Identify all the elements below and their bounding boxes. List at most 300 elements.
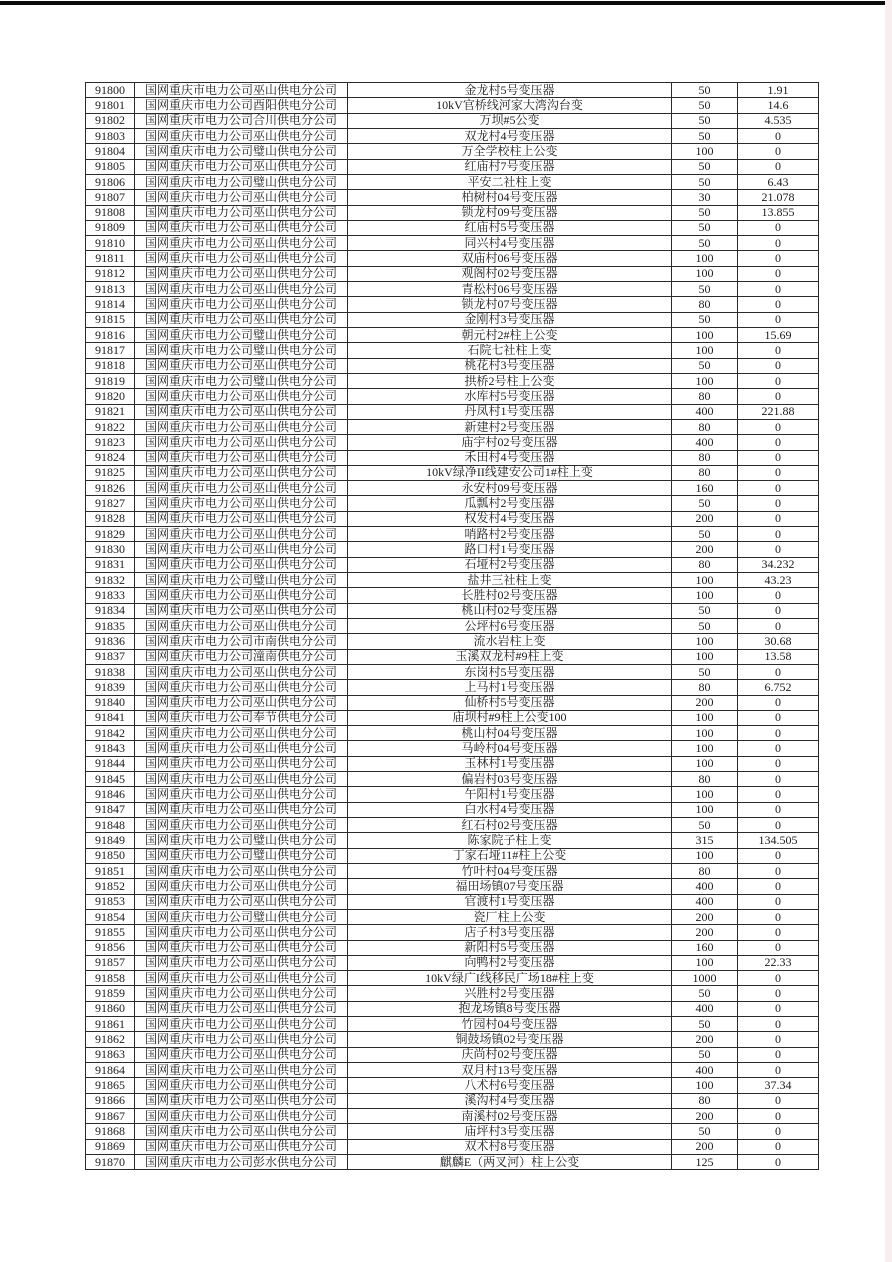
capacity-cell: 50 bbox=[672, 618, 738, 633]
table-row bbox=[86, 802, 819, 817]
capacity-cell: 315 bbox=[672, 833, 738, 848]
table-row bbox=[86, 373, 819, 388]
value-cell: 0 bbox=[738, 1093, 819, 1108]
device-name-cell: 双术村8号变压器 bbox=[348, 1139, 672, 1154]
company-cell: 国网重庆市电力公司巫山供电分公司 bbox=[135, 986, 348, 1001]
company-cell: 国网重庆市电力公司巫山供电分公司 bbox=[135, 1017, 348, 1032]
device-name-cell: 平安二社柱上变 bbox=[348, 174, 672, 189]
capacity-cell: 50 bbox=[672, 128, 738, 143]
company-cell: 国网重庆市电力公司巫山供电分公司 bbox=[135, 83, 348, 98]
company-cell: 国网重庆市电力公司巫山供电分公司 bbox=[135, 925, 348, 940]
table-row bbox=[86, 83, 819, 98]
capacity-cell: 50 bbox=[672, 603, 738, 618]
value-cell: 0 bbox=[738, 542, 819, 557]
row-id-cell: 91861 bbox=[86, 1017, 135, 1032]
device-name-cell: 公坪村6号变压器 bbox=[348, 618, 672, 633]
row-id-cell: 91844 bbox=[86, 756, 135, 771]
value-cell: 15.69 bbox=[738, 328, 819, 343]
table-row bbox=[86, 986, 819, 1001]
device-name-cell: 金刚村3号变压器 bbox=[348, 312, 672, 327]
row-id-cell: 91867 bbox=[86, 1108, 135, 1123]
value-cell: 21.078 bbox=[738, 190, 819, 205]
company-cell: 国网重庆市电力公司巫山供电分公司 bbox=[135, 618, 348, 633]
company-cell: 国网重庆市电力公司巫山供电分公司 bbox=[135, 511, 348, 526]
company-cell: 国网重庆市电力公司巫山供电分公司 bbox=[135, 664, 348, 679]
value-cell: 0 bbox=[738, 159, 819, 174]
company-cell: 国网重庆市电力公司奉节供电分公司 bbox=[135, 710, 348, 725]
table-row bbox=[86, 833, 819, 848]
device-name-cell: 兴胜村2号变压器 bbox=[348, 986, 672, 1001]
company-cell: 国网重庆市电力公司巫山供电分公司 bbox=[135, 955, 348, 970]
device-name-cell: 陈家院子柱上变 bbox=[348, 833, 672, 848]
value-cell: 0 bbox=[738, 373, 819, 388]
company-cell: 国网重庆市电力公司巫山供电分公司 bbox=[135, 1001, 348, 1016]
company-cell: 国网重庆市电力公司巫山供电分公司 bbox=[135, 695, 348, 710]
capacity-cell: 400 bbox=[672, 435, 738, 450]
company-cell: 国网重庆市电力公司巫山供电分公司 bbox=[135, 756, 348, 771]
capacity-cell: 50 bbox=[672, 282, 738, 297]
row-id-cell: 91814 bbox=[86, 297, 135, 312]
table-row bbox=[86, 848, 819, 863]
table-row bbox=[86, 649, 819, 664]
row-id-cell: 91848 bbox=[86, 818, 135, 833]
capacity-cell: 200 bbox=[672, 1108, 738, 1123]
value-cell: 0 bbox=[738, 465, 819, 480]
value-cell: 0 bbox=[738, 1032, 819, 1047]
value-cell: 0 bbox=[738, 343, 819, 358]
value-cell: 34.232 bbox=[738, 557, 819, 572]
row-id-cell: 91859 bbox=[86, 986, 135, 1001]
value-cell: 0 bbox=[738, 511, 819, 526]
capacity-cell: 80 bbox=[672, 465, 738, 480]
row-id-cell: 91855 bbox=[86, 925, 135, 940]
capacity-cell: 400 bbox=[672, 894, 738, 909]
device-name-cell: 午阳村1号变压器 bbox=[348, 787, 672, 802]
device-name-cell: 铜鼓场镇02号变压器 bbox=[348, 1032, 672, 1047]
capacity-cell: 80 bbox=[672, 1093, 738, 1108]
table-row bbox=[86, 726, 819, 741]
value-cell: 0 bbox=[738, 603, 819, 618]
capacity-cell: 100 bbox=[672, 955, 738, 970]
row-id-cell: 91803 bbox=[86, 128, 135, 143]
table-row bbox=[86, 220, 819, 235]
value-cell: 0 bbox=[738, 1017, 819, 1032]
table-row bbox=[86, 343, 819, 358]
capacity-cell: 160 bbox=[672, 940, 738, 955]
company-cell: 国网重庆市电力公司巫山供电分公司 bbox=[135, 282, 348, 297]
row-id-cell: 91813 bbox=[86, 282, 135, 297]
value-cell: 0 bbox=[738, 312, 819, 327]
capacity-cell: 50 bbox=[672, 83, 738, 98]
device-name-cell: 南溪村02号变压器 bbox=[348, 1108, 672, 1123]
company-cell: 国网重庆市电力公司巫山供电分公司 bbox=[135, 481, 348, 496]
capacity-cell: 80 bbox=[672, 419, 738, 434]
value-cell: 0 bbox=[738, 726, 819, 741]
company-cell: 国网重庆市电力公司璧山供电分公司 bbox=[135, 909, 348, 924]
capacity-cell: 100 bbox=[672, 634, 738, 649]
table-row bbox=[86, 1017, 819, 1032]
row-id-cell: 91824 bbox=[86, 450, 135, 465]
table-row bbox=[86, 1001, 819, 1016]
capacity-cell: 200 bbox=[672, 511, 738, 526]
transformer-table-body bbox=[86, 83, 819, 1170]
company-cell: 国网重庆市电力公司巫山供电分公司 bbox=[135, 741, 348, 756]
value-cell: 0 bbox=[738, 435, 819, 450]
capacity-cell: 1000 bbox=[672, 971, 738, 986]
table-row bbox=[86, 756, 819, 771]
row-id-cell: 91807 bbox=[86, 190, 135, 205]
row-id-cell: 91835 bbox=[86, 618, 135, 633]
device-name-cell: 抱龙场镇8号变压器 bbox=[348, 1001, 672, 1016]
device-name-cell: 石院七社柱上变 bbox=[348, 343, 672, 358]
device-name-cell: 双月村13号变压器 bbox=[348, 1063, 672, 1078]
company-cell: 国网重庆市电力公司巫山供电分公司 bbox=[135, 894, 348, 909]
row-id-cell: 91851 bbox=[86, 863, 135, 878]
table-row bbox=[86, 404, 819, 419]
capacity-cell: 50 bbox=[672, 113, 738, 128]
table-row bbox=[86, 465, 819, 480]
device-name-cell: 双龙村4号变压器 bbox=[348, 128, 672, 143]
table-row bbox=[86, 940, 819, 955]
value-cell: 0 bbox=[738, 144, 819, 159]
value-cell: 4.535 bbox=[738, 113, 819, 128]
company-cell: 国网重庆市电力公司巫山供电分公司 bbox=[135, 435, 348, 450]
capacity-cell: 100 bbox=[672, 588, 738, 603]
value-cell: 0 bbox=[738, 695, 819, 710]
row-id-cell: 91806 bbox=[86, 174, 135, 189]
capacity-cell: 50 bbox=[672, 312, 738, 327]
device-name-cell: 偏岩村03号变压器 bbox=[348, 772, 672, 787]
value-cell: 0 bbox=[738, 802, 819, 817]
value-cell: 0 bbox=[738, 419, 819, 434]
row-id-cell: 91837 bbox=[86, 649, 135, 664]
table-row bbox=[86, 435, 819, 450]
company-cell: 国网重庆市电力公司巫山供电分公司 bbox=[135, 404, 348, 419]
company-cell: 国网重庆市电力公司巫山供电分公司 bbox=[135, 603, 348, 618]
row-id-cell: 91864 bbox=[86, 1063, 135, 1078]
value-cell: 13.58 bbox=[738, 649, 819, 664]
table-row bbox=[86, 741, 819, 756]
value-cell: 0 bbox=[738, 496, 819, 511]
row-id-cell: 91800 bbox=[86, 83, 135, 98]
capacity-cell: 50 bbox=[672, 220, 738, 235]
table-row bbox=[86, 1078, 819, 1093]
row-id-cell: 91816 bbox=[86, 328, 135, 343]
value-cell: 0 bbox=[738, 772, 819, 787]
row-id-cell: 91839 bbox=[86, 680, 135, 695]
row-id-cell: 91842 bbox=[86, 726, 135, 741]
value-cell: 0 bbox=[738, 971, 819, 986]
capacity-cell: 50 bbox=[672, 1124, 738, 1139]
device-name-cell: 瓷厂柱上公变 bbox=[348, 909, 672, 924]
capacity-cell: 100 bbox=[672, 373, 738, 388]
capacity-cell: 200 bbox=[672, 695, 738, 710]
device-name-cell: 庆尚村02号变压器 bbox=[348, 1047, 672, 1062]
capacity-cell: 80 bbox=[672, 772, 738, 787]
company-cell: 国网重庆市电力公司巫山供电分公司 bbox=[135, 787, 348, 802]
capacity-cell: 50 bbox=[672, 664, 738, 679]
device-name-cell: 丁家石垭11#柱上公变 bbox=[348, 848, 672, 863]
device-name-cell: 店子村3号变压器 bbox=[348, 925, 672, 940]
capacity-cell: 50 bbox=[672, 174, 738, 189]
row-id-cell: 91846 bbox=[86, 787, 135, 802]
device-name-cell: 麒麟E（两叉河）柱上公变 bbox=[348, 1154, 672, 1169]
company-cell: 国网重庆市电力公司巫山供电分公司 bbox=[135, 588, 348, 603]
row-id-cell: 91856 bbox=[86, 940, 135, 955]
capacity-cell: 80 bbox=[672, 680, 738, 695]
device-name-cell: 玉溪双龙村#9柱上变 bbox=[348, 649, 672, 664]
capacity-cell: 100 bbox=[672, 848, 738, 863]
device-name-cell: 官渡村1号变压器 bbox=[348, 894, 672, 909]
row-id-cell: 91847 bbox=[86, 802, 135, 817]
value-cell: 0 bbox=[738, 450, 819, 465]
value-cell: 0 bbox=[738, 925, 819, 940]
row-id-cell: 91832 bbox=[86, 573, 135, 588]
row-id-cell: 91870 bbox=[86, 1154, 135, 1169]
device-name-cell: 向鸭村2号变压器 bbox=[348, 955, 672, 970]
capacity-cell: 100 bbox=[672, 649, 738, 664]
table-row bbox=[86, 603, 819, 618]
row-id-cell: 91817 bbox=[86, 343, 135, 358]
value-cell: 6.752 bbox=[738, 680, 819, 695]
device-name-cell: 桃花村3号变压器 bbox=[348, 358, 672, 373]
company-cell: 国网重庆市电力公司巫山供电分公司 bbox=[135, 266, 348, 281]
table-row bbox=[86, 1108, 819, 1123]
company-cell: 国网重庆市电力公司巫山供电分公司 bbox=[135, 527, 348, 542]
table-row bbox=[86, 710, 819, 725]
company-cell: 国网重庆市电力公司酉阳供电分公司 bbox=[135, 98, 348, 113]
value-cell: 221.88 bbox=[738, 404, 819, 419]
table-row bbox=[86, 1093, 819, 1108]
device-name-cell: 权发村4号变压器 bbox=[348, 511, 672, 526]
table-row bbox=[86, 1154, 819, 1169]
device-name-cell: 庙坝村#9柱上公变100 bbox=[348, 710, 672, 725]
table-row bbox=[86, 909, 819, 924]
row-id-cell: 91838 bbox=[86, 664, 135, 679]
device-name-cell: 溪沟村4号变压器 bbox=[348, 1093, 672, 1108]
device-name-cell: 朝元村2#柱上公变 bbox=[348, 328, 672, 343]
value-cell: 134.505 bbox=[738, 833, 819, 848]
device-name-cell: 路口村1号变压器 bbox=[348, 542, 672, 557]
top-black-bar bbox=[0, 1, 892, 5]
capacity-cell: 50 bbox=[672, 159, 738, 174]
capacity-cell: 50 bbox=[672, 358, 738, 373]
company-cell: 国网重庆市电力公司巫山供电分公司 bbox=[135, 236, 348, 251]
company-cell: 国网重庆市电力公司巫山供电分公司 bbox=[135, 802, 348, 817]
device-name-cell: 禾田村4号变压器 bbox=[348, 450, 672, 465]
company-cell: 国网重庆市电力公司巫山供电分公司 bbox=[135, 190, 348, 205]
device-name-cell: 马岭村04号变压器 bbox=[348, 741, 672, 756]
device-name-cell: 10kV绿广I线移民广场18#柱上变 bbox=[348, 971, 672, 986]
company-cell: 国网重庆市电力公司潼南供电分公司 bbox=[135, 649, 348, 664]
value-cell: 0 bbox=[738, 741, 819, 756]
row-id-cell: 91804 bbox=[86, 144, 135, 159]
table-row bbox=[86, 511, 819, 526]
capacity-cell: 200 bbox=[672, 1032, 738, 1047]
company-cell: 国网重庆市电力公司彭水供电分公司 bbox=[135, 1154, 348, 1169]
table-row bbox=[86, 680, 819, 695]
capacity-cell: 400 bbox=[672, 1063, 738, 1078]
company-cell: 国网重庆市电力公司巫山供电分公司 bbox=[135, 542, 348, 557]
row-id-cell: 91849 bbox=[86, 833, 135, 848]
capacity-cell: 80 bbox=[672, 863, 738, 878]
device-name-cell: 青松村06号变压器 bbox=[348, 282, 672, 297]
company-cell: 国网重庆市电力公司巫山供电分公司 bbox=[135, 358, 348, 373]
row-id-cell: 91843 bbox=[86, 741, 135, 756]
company-cell: 国网重庆市电力公司璧山供电分公司 bbox=[135, 174, 348, 189]
row-id-cell: 91819 bbox=[86, 373, 135, 388]
device-name-cell: 红石村02号变压器 bbox=[348, 818, 672, 833]
table-row bbox=[86, 818, 819, 833]
device-name-cell: 流水岩柱上变 bbox=[348, 634, 672, 649]
device-name-cell: 拱桥2号柱上公变 bbox=[348, 373, 672, 388]
row-id-cell: 91808 bbox=[86, 205, 135, 220]
row-id-cell: 91866 bbox=[86, 1093, 135, 1108]
value-cell: 0 bbox=[738, 818, 819, 833]
table-row bbox=[86, 481, 819, 496]
value-cell: 0 bbox=[738, 894, 819, 909]
table-row bbox=[86, 328, 819, 343]
table-row bbox=[86, 1047, 819, 1062]
table-row bbox=[86, 1139, 819, 1154]
table-row bbox=[86, 190, 819, 205]
company-cell: 国网重庆市电力公司璧山供电分公司 bbox=[135, 573, 348, 588]
value-cell: 0 bbox=[738, 710, 819, 725]
value-cell: 0 bbox=[738, 1001, 819, 1016]
table-row bbox=[86, 419, 819, 434]
capacity-cell: 100 bbox=[672, 266, 738, 281]
row-id-cell: 91818 bbox=[86, 358, 135, 373]
table-row bbox=[86, 1063, 819, 1078]
device-name-cell: 10kV绿净II线建安公司1#柱上变 bbox=[348, 465, 672, 480]
value-cell: 22.33 bbox=[738, 955, 819, 970]
table-row bbox=[86, 389, 819, 404]
company-cell: 国网重庆市电力公司巫山供电分公司 bbox=[135, 450, 348, 465]
capacity-cell: 100 bbox=[672, 787, 738, 802]
row-id-cell: 91853 bbox=[86, 894, 135, 909]
table-row bbox=[86, 113, 819, 128]
company-cell: 国网重庆市电力公司巫山供电分公司 bbox=[135, 1063, 348, 1078]
value-cell: 0 bbox=[738, 1063, 819, 1078]
row-id-cell: 91857 bbox=[86, 955, 135, 970]
device-name-cell: 10kV官桥线河家大湾沟台变 bbox=[348, 98, 672, 113]
value-cell: 0 bbox=[738, 282, 819, 297]
row-id-cell: 91801 bbox=[86, 98, 135, 113]
capacity-cell: 160 bbox=[672, 481, 738, 496]
capacity-cell: 80 bbox=[672, 557, 738, 572]
capacity-cell: 50 bbox=[672, 818, 738, 833]
table-row bbox=[86, 527, 819, 542]
row-id-cell: 91828 bbox=[86, 511, 135, 526]
device-name-cell: 上马村1号变压器 bbox=[348, 680, 672, 695]
table-row bbox=[86, 955, 819, 970]
row-id-cell: 91829 bbox=[86, 527, 135, 542]
capacity-cell: 100 bbox=[672, 726, 738, 741]
value-cell: 13.855 bbox=[738, 205, 819, 220]
capacity-cell: 100 bbox=[672, 741, 738, 756]
value-cell: 6.43 bbox=[738, 174, 819, 189]
capacity-cell: 100 bbox=[672, 343, 738, 358]
company-cell: 国网重庆市电力公司璧山供电分公司 bbox=[135, 328, 348, 343]
device-name-cell: 红庙村7号变压器 bbox=[348, 159, 672, 174]
table-row bbox=[86, 450, 819, 465]
table-row bbox=[86, 863, 819, 878]
row-id-cell: 91805 bbox=[86, 159, 135, 174]
table-row bbox=[86, 297, 819, 312]
row-id-cell: 91827 bbox=[86, 496, 135, 511]
company-cell: 国网重庆市电力公司巫山供电分公司 bbox=[135, 159, 348, 174]
table-row bbox=[86, 282, 819, 297]
row-id-cell: 91868 bbox=[86, 1124, 135, 1139]
value-cell: 0 bbox=[738, 848, 819, 863]
device-name-cell: 水库村5号变压器 bbox=[348, 389, 672, 404]
capacity-cell: 100 bbox=[672, 710, 738, 725]
company-cell: 国网重庆市电力公司巫山供电分公司 bbox=[135, 1047, 348, 1062]
value-cell: 0 bbox=[738, 1139, 819, 1154]
value-cell: 37.34 bbox=[738, 1078, 819, 1093]
company-cell: 国网重庆市电力公司巫山供电分公司 bbox=[135, 389, 348, 404]
company-cell: 国网重庆市电力公司巫山供电分公司 bbox=[135, 772, 348, 787]
table-row bbox=[86, 787, 819, 802]
row-id-cell: 91830 bbox=[86, 542, 135, 557]
table-row bbox=[86, 1124, 819, 1139]
value-cell: 0 bbox=[738, 787, 819, 802]
device-name-cell: 柏树村04号变压器 bbox=[348, 190, 672, 205]
company-cell: 国网重庆市电力公司巫山供电分公司 bbox=[135, 1139, 348, 1154]
row-id-cell: 91826 bbox=[86, 481, 135, 496]
capacity-cell: 50 bbox=[672, 1047, 738, 1062]
device-name-cell: 万坝#5公变 bbox=[348, 113, 672, 128]
table-row bbox=[86, 205, 819, 220]
row-id-cell: 91854 bbox=[86, 909, 135, 924]
value-cell: 0 bbox=[738, 358, 819, 373]
capacity-cell: 100 bbox=[672, 802, 738, 817]
row-id-cell: 91860 bbox=[86, 1001, 135, 1016]
value-cell: 0 bbox=[738, 588, 819, 603]
company-cell: 国网重庆市电力公司巫山供电分公司 bbox=[135, 940, 348, 955]
value-cell: 0 bbox=[738, 863, 819, 878]
device-name-cell: 仙桥村5号变压器 bbox=[348, 695, 672, 710]
capacity-cell: 100 bbox=[672, 328, 738, 343]
value-cell: 0 bbox=[738, 1124, 819, 1139]
capacity-cell: 100 bbox=[672, 251, 738, 266]
value-cell: 0 bbox=[738, 986, 819, 1001]
value-cell: 0 bbox=[738, 128, 819, 143]
company-cell: 国网重庆市电力公司璧山供电分公司 bbox=[135, 343, 348, 358]
table-row bbox=[86, 358, 819, 373]
company-cell: 国网重庆市电力公司巫山供电分公司 bbox=[135, 419, 348, 434]
value-cell: 0 bbox=[738, 389, 819, 404]
row-id-cell: 91840 bbox=[86, 695, 135, 710]
device-name-cell: 锁龙村07号变压器 bbox=[348, 297, 672, 312]
value-cell: 0 bbox=[738, 266, 819, 281]
capacity-cell: 200 bbox=[672, 542, 738, 557]
row-id-cell: 91852 bbox=[86, 879, 135, 894]
table-row bbox=[86, 174, 819, 189]
device-name-cell: 桃山村02号变压器 bbox=[348, 603, 672, 618]
company-cell: 国网重庆市电力公司璧山供电分公司 bbox=[135, 144, 348, 159]
row-id-cell: 91810 bbox=[86, 236, 135, 251]
company-cell: 国网重庆市电力公司璧山供电分公司 bbox=[135, 373, 348, 388]
table-row bbox=[86, 894, 819, 909]
company-cell: 国网重庆市电力公司巫山供电分公司 bbox=[135, 251, 348, 266]
row-id-cell: 91862 bbox=[86, 1032, 135, 1047]
device-name-cell: 桃山村04号变压器 bbox=[348, 726, 672, 741]
company-cell: 国网重庆市电力公司巫山供电分公司 bbox=[135, 220, 348, 235]
company-cell: 国网重庆市电力公司巫山供电分公司 bbox=[135, 557, 348, 572]
device-name-cell: 八术村6号变压器 bbox=[348, 1078, 672, 1093]
capacity-cell: 100 bbox=[672, 144, 738, 159]
